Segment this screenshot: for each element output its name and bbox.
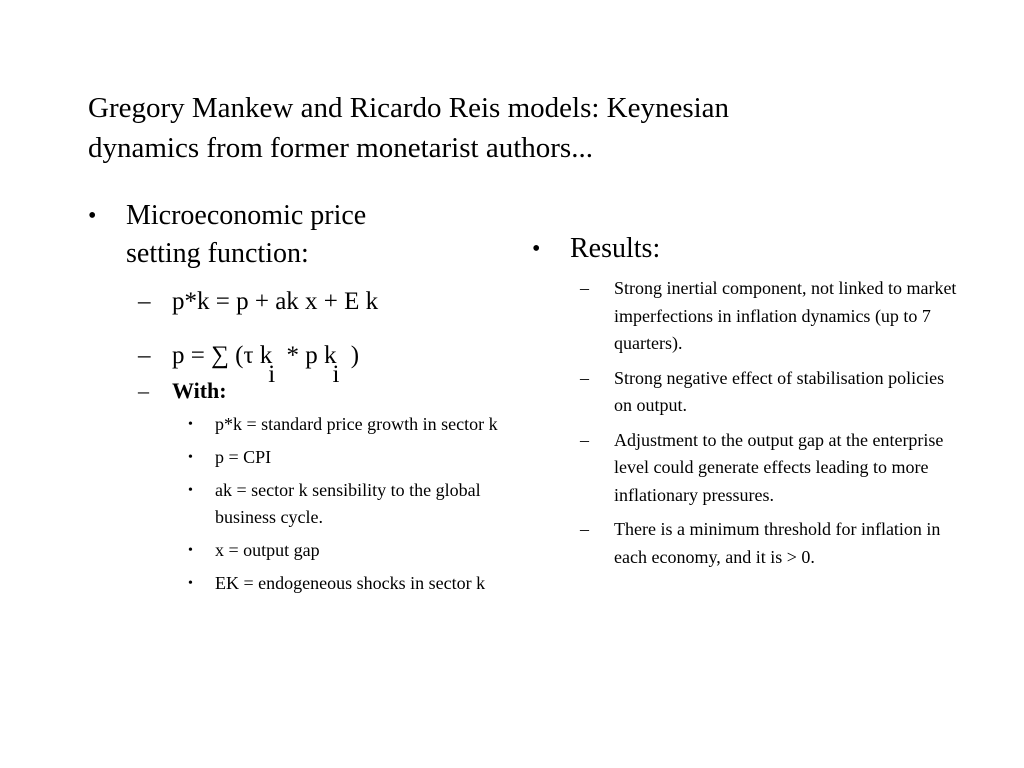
result-text: Adjustment to the output gap at the enterprise level could generate effects leading to more inflationary pressures.	[614, 429, 944, 505]
definition-text: p*k = standard price growth in sector k	[215, 414, 498, 434]
definition-text: x = output gap	[215, 540, 320, 560]
result-item	[530, 516, 960, 571]
formula-item-1	[88, 285, 498, 319]
definition-text: ak = sector k sensibility to the global business cycle.	[215, 480, 481, 527]
bullet-price-setting-line-1: Microeconomic price	[126, 200, 367, 231]
definition-item	[88, 477, 498, 531]
bullet-marker: •	[188, 543, 193, 558]
result-text: Strong inertial component, not linked to market imperfections in inflation dynamics (up to 7 quarters).	[614, 278, 957, 353]
formula-subscript-1: i	[268, 361, 276, 388]
results-label: Results:	[570, 233, 661, 264]
formula-subscript-2: i	[332, 361, 340, 388]
formula-cpi	[172, 342, 360, 388]
dash-marker: –	[580, 367, 589, 388]
definition-item	[88, 411, 498, 438]
bullet-marker: •	[188, 576, 193, 591]
dash-marker: –	[580, 278, 589, 298]
dash-marker: –	[138, 342, 151, 369]
bullet-results	[530, 230, 960, 268]
dash-marker: –	[580, 519, 589, 539]
definition-item	[88, 537, 498, 564]
formula-price-growth: p*k = p + ak x + E k	[172, 288, 379, 315]
formula-cpi-part-3: )	[344, 342, 360, 369]
result-text: Strong negative effect of stabilisation policies on output.	[614, 367, 945, 415]
dash-marker: –	[580, 429, 589, 450]
dash-marker: –	[138, 288, 151, 315]
formula-cpi-part-2: * p k	[280, 342, 337, 369]
bullet-marker: •	[88, 203, 97, 229]
bullet-marker: •	[188, 450, 193, 465]
bullet-marker: •	[188, 417, 193, 432]
definition-item	[88, 444, 498, 471]
definition-text: p = CPI	[215, 447, 272, 467]
formula-cpi-part-1: p = ∑ (τ k	[172, 342, 273, 369]
title-line-1: Gregory Mankew and Ricardo Reis models: Keynesian	[88, 92, 730, 124]
left-column	[88, 197, 498, 597]
result-text: There is a minimum threshold for inflation in each economy, and it is > 0.	[614, 519, 941, 567]
bullet-marker: •	[188, 483, 193, 498]
dash-marker: –	[138, 378, 149, 403]
definition-item	[88, 570, 498, 597]
definition-text: EK = endogeneous shocks in sector k	[215, 573, 486, 593]
slide-title	[88, 88, 948, 168]
with-item	[88, 377, 498, 405]
title-line-2: dynamics from former monetarist authors...	[88, 132, 593, 164]
bullet-marker: •	[532, 236, 541, 262]
result-item	[530, 427, 960, 510]
with-label: With:	[172, 378, 227, 403]
right-column	[530, 230, 960, 571]
bullet-price-setting-line-2: setting function:	[126, 238, 309, 269]
result-item	[530, 275, 960, 358]
result-item	[530, 365, 960, 420]
formula-item-2	[88, 339, 498, 388]
bullet-price-setting	[88, 197, 498, 273]
